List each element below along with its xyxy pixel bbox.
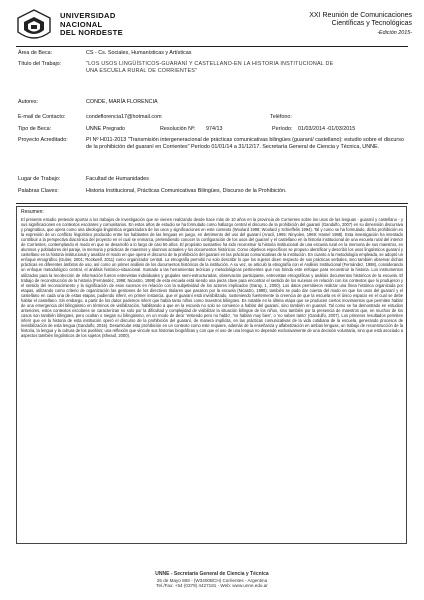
university-seal-logo (14, 8, 54, 44)
title-label: Título del Trabajo: (18, 61, 62, 67)
university-name-line1: UNIVERSIDAD (60, 11, 116, 20)
resolution-label: Resolución Nº: (160, 126, 196, 132)
conference-title-line1: XXI Reunión de Comunicaciones (309, 12, 412, 19)
abstract-text: El presente estudio pretende aportar a los trabajos de investigación que se vienen realizando desde hace más de 10 años en la provincia de Corrientes sobre los usos de las lenguas - guaraní y castellano - y sus significaciones en contextos escolares y comunitarios. En estos años de estudio se ha formulado como hallazgo central el discurso de la prohibición del guaraní (Gandulfo, 2007) en su dimensión discursiva y pragmática, que opera como una ideología lingüística organizadora de los usos y significaciones en este contexto (Woolard 1998; Woolard y Schieffelin 1994). Tal y como se ha formulado, dicha prohibición es la expresión de un conflicto lingüístico producido entre los hablantes de las lenguas en juego, en detrimento del uso del guaraní (Aracil, 1965; Ninyoles, 1969; Hamel 1988). Esta investigación ha intentado contribuir a la perspectiva diacrónica del proyecto en el cual se enmarca, pretendiendo conocer la configuración de los usos del guaraní y el castellano en la historia institucional de una escuela rural del interior de Corrientes, contemplando el modo en que se desarrolló a lo largo de casi 50 años. El propósito sustantivo ha sido reconstruir la historia institucional de una escuela rural en la memoria de sus maestros, ex alumnos y pobladores del paraje, la memoria y prácticas de maestros y alumnos actuales y los documentos históricos. Como objetivos específicos se propuso identificar y describir los usos lingüísticos guaraní y castellano en la historia institucional y analizar el modo en que opera el discurso de la prohibición del guaraní en las prácticas comunicativas de la institución. En cuanto a la metodología empleada, se adoptó un enfoque etnográfico (Guber, 2001; Rockwell, 2011) como organizador central. La etnografía permitió no solo describir lo que los sujetos dicen respecto de sus prácticas verbales, sino también observar dichas prácticas en diferentes ámbitos de uso, así como un primer análisis de los documentos históricos de la institución. A su vez, se articuló la etnografía con el Análisis Institucional (Fernández, 1998), considerando un enfoque metodológico central, el análisis histórico-situacional. Sumado a las herramientas teóricas y metodológicas pertinentes que nos brinda este enfoque para reconstruir la historia. Los instrumentos utilizados para la recolección de información fueron entrevistas individuales y grupales semi-estructuradas, observación participante, entrevistas etnográficas y análisis documentos históricos de la escuela. El trabajo de reconstrucción de la historia (Fernández, 1998; Nicastro, 1998) de esta escuela está siendo una pieza clave para encontrar el sentido de los sucesos en relación con los contextos que lo produjeron y el sentido del reconocimiento y la significación de esos sucesos en relación con la subjetividad de los actores implicados (Garay, 1, 2000). Los datos permitieron realizar una línea histórica organizada por etapas, utilizando como criterio de organización las gestiones de los directivos titulares que pasaron por la escuela (Nicastro, 1998), también se pudo dar cuenta del modo en que los usos del guaraní y el castellano en cada una de estas etapas, pudiendo inferir, en primer instancia, que el guaraní está invisibilizado, sosteniendo fuertemente la creencia de que la escuela es el único espacio en el cual se debe hablar el castellano. Sin embargo, a partir de los datos podemos inferir que había tanto niños como maestros bilingües. Es notable en la última etapa que se producen ciertos movimientos que permiten hablar de una emergencia del bilingüismo en términos de visibilización, habilitando a que en la escuela no solo se comience a hablar del guaraní, sino también en guaraní. Tal como se ha demostrado en estudios anteriores, estos contextos escolares se caracterizan no solo por la dificultad y complejidad de visibilizar la situación bilingüe de los niños, sino también por la presencia de maestros que, en muchos de los casos son también bilingües, pero ocultan o niegan su bilingüismo, en un modo de decir 'entiendo pero no hablo', 'no hablan muy bien', o 'no saben tanto' (Gandulfo, 2007). Los primeros resultados permiten inferir que en la historia de esta institución operó el discurso de la prohibición del guaraní, de manera implícita, en las prácticas comunicativas de la vida cotidiana de la escuela, generando procesos de invisibilización de esta lengua (Gandulfo, 2015). Desarticular esta prohibición en un contexto como este requiere, además de la enseñanza y alfabetización en ambas lenguas, un trabajo de reconstrucción de la historia, la lengua y la cultura de los pueblos; una reflexión que vincule sus historias biográficas y con que el uso de una lengua no depende exclusivamente de una decisión voluntaria, sino que está asociado a aspectos también lingüísticos de los sujetos (Sheauf, 2000). (21, 217, 403, 339)
footer-line3: Tel./Fax: +54 (0379) 4427181 - Web: www.unne.edu.ar (156, 583, 268, 589)
keywords-label: Palabras Claves: (18, 188, 59, 194)
university-name-line3: DEL NORDESTE (60, 28, 123, 38)
project-value: PI Nº H011-2013 "Transmisión intergeneracional de prácticas comunicativas bilingües (guaraní/ castellano): estudio sobre el discurso de la prohibición del guaraní en Corrientes" Período 01/01/14 a 31/12/17. Secretaría General de Ciencia y Técnica, UNNE. (86, 137, 404, 150)
university-name-line2: NACIONAL (60, 19, 103, 29)
abstract-divider (16, 203, 408, 204)
keywords-value: Historia Institucional, Prácticas Comunicativas Bilingües, Discurso de la Prohibición. (86, 188, 287, 194)
university-name (60, 12, 123, 38)
workplace-label: Lugar de Trabajo: (18, 176, 61, 182)
period-label: Período: (272, 126, 293, 132)
area-label: Área de Beca: (18, 50, 53, 56)
scholarship-type-value: UNNE Pregrado (86, 126, 125, 132)
conference-title (309, 12, 412, 37)
footer (0, 572, 424, 589)
title-value: "LOS USOS LINGÜÍSTICOS-GUARANÍ Y CASTELLANO-EN LA HISTORIA INSTITUCIONAL DE UNA ESCUELA RURAL DE CORRIENTES" (86, 61, 334, 74)
email-value: condeflorencia17@hotmail.com (86, 114, 162, 120)
footer-line1: UNNE - Secretaría General de Ciencia y Técnica (155, 571, 269, 577)
period-value: 01/03/2014 -01/03/2015 (298, 126, 356, 132)
conference-edition: -Edición 2015- (377, 29, 412, 36)
abstract-title: Resumen: (21, 209, 44, 215)
project-label: Proyecto Acreditado: (18, 137, 68, 143)
scholarship-type-label: Tipo de Beca: (18, 126, 52, 132)
resolution-value: 974/13 (206, 126, 223, 132)
abstract-box (16, 206, 407, 544)
header-divider (16, 46, 408, 47)
conference-title-line2: Científicas y Tecnológicas (331, 20, 412, 28)
email-label: E-mail de Contacto: (18, 114, 66, 120)
area-value: CS - Cs. Sociales, Humanísticas y Artísticas (86, 50, 192, 56)
phone-label: Teléfono: (270, 114, 292, 120)
authors-label: Autores: (18, 99, 39, 105)
authors-value: CONDE, MARÍA FLORENCIA (86, 99, 158, 105)
workplace-value: Facultad de Humanidades (86, 176, 149, 182)
footer-line2: 25 de Mayo 868 - (W3400BCH) Corrientes - Argentina (156, 577, 268, 583)
